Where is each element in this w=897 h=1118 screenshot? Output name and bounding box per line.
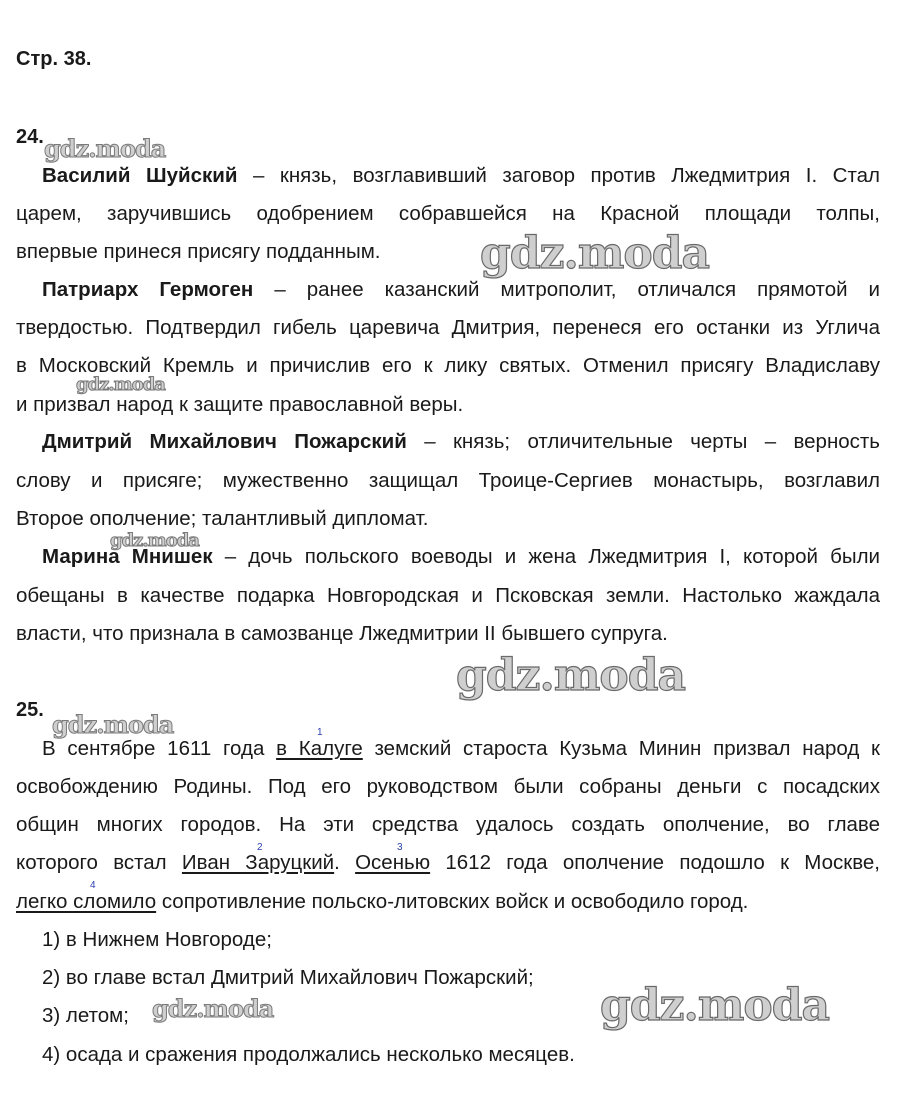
- paragraph-pozharsky-line-2: слову и присяге; мужественно защищал Троице-Сергиев монастырь, возглавил: [16, 469, 880, 492]
- answer-2: 2) во главе встал Дмитрий Михайлович Пожарский;: [42, 966, 534, 989]
- name-shuisky: Василий Шуйский: [42, 164, 238, 187]
- paragraph-germogen-line-2: твердостью. Подтвердил гибель царевича Дмитрия, перенеся его останки из Углича: [16, 316, 880, 339]
- name-pozharsky: Дмитрий Михайлович Пожарский: [42, 430, 407, 453]
- paragraph-mnishek-line-3: власти, что признала в самозванце Лжедмитрии II бывшего супруга.: [16, 622, 668, 645]
- paragraph-germogen-line-1: Патриарх Гермоген – ранее казанский митрополит, отличался прямотой и: [42, 278, 880, 301]
- watermark: gdz.moda: [110, 530, 199, 551]
- paragraph-pozharsky-line-3: Второе ополчение; талантливый дипломат.: [16, 507, 429, 530]
- paragraph-germogen-line-4: и призвал народ к защите православной веры.: [16, 393, 464, 416]
- task-25-line-4: которого встал Иван Заруцкий. Осенью 1612 года ополчение подошло к Москве,: [16, 851, 880, 874]
- error-underline-3: Осенью: [355, 851, 431, 874]
- watermark: gdz.moda: [152, 994, 274, 1023]
- watermark: gdz.moda: [76, 374, 165, 395]
- answer-1: 1) в Нижнем Новгороде;: [42, 928, 272, 951]
- error-ref-3: 3: [397, 842, 403, 853]
- name-mnishek: Марина Мнишек: [42, 545, 213, 568]
- paragraph-shuisky-line-1: Василий Шуйский – князь, возглавивший заговор против Лжедмитрия I. Стал: [42, 164, 880, 187]
- page-label: Стр. 38.: [16, 48, 92, 70]
- answer-4: 4) осада и сражения продолжались несколько месяцев.: [42, 1043, 575, 1066]
- paragraph-shuisky-line-2: царем, заручившись одобрением собравшейся на Красной площади толпы,: [16, 202, 880, 225]
- error-underline-2: Иван Заруцкий: [181, 851, 335, 874]
- name-germogen: Патриарх Гермоген: [42, 278, 254, 301]
- task-25-number: 25.: [16, 699, 44, 721]
- paragraph-mnishek-line-1: Марина Мнишек – дочь польского воеводы и жена Лжедмитрия I, которой были: [42, 545, 880, 568]
- watermark: gdz.moda: [480, 228, 710, 279]
- watermark: gdz.moda: [600, 980, 830, 1031]
- paragraph-pozharsky-line-1: Дмитрий Михайлович Пожарский – князь; отличительные черты – верность: [42, 430, 880, 453]
- paragraph-shuisky-line-3: впервые принеся присягу подданным.: [16, 240, 381, 263]
- paragraph-germogen-line-3: в Московский Кремль и причислив его к лику святых. Отменил присягу Владиславу: [16, 354, 880, 377]
- task-25-line-5: легко сломило сопротивление польско-литовских войск и освободило город.: [16, 890, 749, 913]
- watermark: gdz.moda: [44, 134, 166, 163]
- error-underline-1: в Калуге: [276, 737, 363, 760]
- watermark: gdz.moda: [456, 650, 686, 701]
- error-ref-2: 2: [257, 842, 263, 853]
- task-25-line-1: В сентябре 1611 года в Калуге земский староста Кузьма Минин призвал народ к: [42, 737, 881, 760]
- task-25-line-2: освобождению Родины. Под его руководством были собраны деньги с посадских: [16, 775, 880, 798]
- task-25-line-3: общин многих городов. На эти средства удалось создать ополчение, во главе: [16, 813, 880, 836]
- paragraph-mnishek-line-2: обещаны в качестве подарка Новгородская и Псковская земли. Настолько жаждала: [16, 584, 880, 607]
- error-ref-4: 4: [90, 880, 96, 891]
- watermark: gdz.moda: [52, 710, 174, 739]
- error-underline-4: легко сломило: [16, 890, 157, 913]
- answer-3: 3) летом;: [42, 1004, 129, 1027]
- error-ref-1: 1: [317, 727, 323, 738]
- task-24-number: 24.: [16, 126, 44, 148]
